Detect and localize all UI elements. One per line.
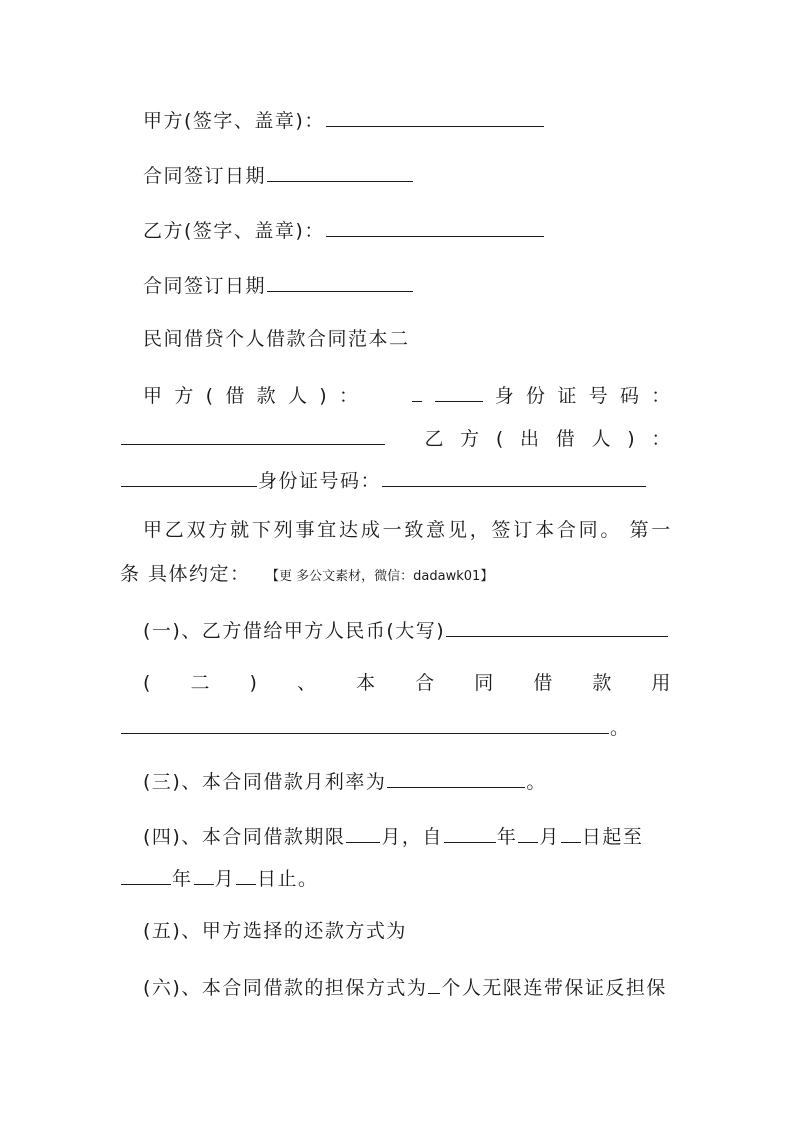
- item-2-char: 用: [651, 672, 672, 694]
- item-4-end: 日止。: [257, 868, 319, 890]
- party-a-id-blank[interactable]: [121, 424, 385, 445]
- item-3-line: [143, 767, 672, 795]
- item-2-end: 。: [610, 717, 631, 739]
- item-4-day-from: 日起至: [581, 826, 644, 848]
- item-2-purpose-line: [120, 713, 672, 741]
- intro-char: 订: [513, 519, 534, 541]
- item-6-line: [143, 973, 672, 1001]
- item-4-month3: 月: [214, 868, 236, 890]
- article-one-line: [120, 561, 672, 590]
- item-4-line: [143, 822, 672, 850]
- intro-char: 致: [404, 519, 425, 541]
- intro-char: 甲: [143, 519, 164, 541]
- party-a-char: 方: [174, 385, 195, 407]
- party-a-id-line: [143, 381, 672, 409]
- item-2-char: 同: [474, 672, 495, 694]
- party-a-char: 人: [287, 385, 309, 407]
- party-b-line: [120, 424, 672, 452]
- item-4-month2: 月: [539, 826, 560, 848]
- intro-char: 方: [208, 519, 229, 541]
- sign-date-line-1: [143, 161, 672, 189]
- intro-char: 。: [600, 519, 621, 541]
- intro-char: 事: [295, 519, 316, 541]
- promo-note: 【更 多公文素材，微信：dadawk01】: [272, 569, 494, 584]
- item-6-blank[interactable]: [428, 973, 440, 994]
- intro-char: 达: [339, 519, 360, 541]
- item-2-char: 款: [592, 672, 613, 694]
- item-4-start-day-blank[interactable]: [561, 822, 581, 843]
- item-2-char: ): [249, 672, 259, 694]
- party-a-name-blank[interactable]: [435, 381, 483, 402]
- item-6-value: 个人无限连带保证反担保: [441, 977, 667, 999]
- party-b-signature-line: [143, 216, 672, 244]
- item-2-purpose-blank[interactable]: [121, 713, 609, 734]
- id-char: 身: [494, 385, 516, 407]
- party-a-signature-line: [143, 106, 672, 134]
- party-b-char: ): [627, 428, 637, 450]
- party-a-name-blank-short[interactable]: [412, 381, 422, 402]
- item-2-char: 借: [533, 672, 554, 694]
- item-4-end-month-blank[interactable]: [194, 864, 214, 885]
- id-char: 证: [557, 385, 578, 407]
- party-b-id-label: 身份证号码：: [258, 470, 382, 492]
- id-char: ：: [651, 385, 672, 407]
- item-4-year: 年: [496, 826, 518, 848]
- intro-char: 本: [535, 519, 556, 541]
- item-4-months-blank[interactable]: [346, 822, 380, 843]
- item-4-end-line: [120, 864, 672, 892]
- item-4-month-from: 月，自: [381, 826, 443, 848]
- item-4-end-day-blank[interactable]: [236, 864, 256, 885]
- party-b-id-line: [120, 466, 672, 494]
- intro-char: 下: [251, 519, 273, 541]
- item-6-label: (六)、本合同借款的担保方式为: [143, 977, 428, 999]
- sign-date-blank-1[interactable]: [267, 161, 413, 182]
- party-b-id-blank[interactable]: [382, 466, 646, 487]
- id-char: 号: [588, 385, 610, 407]
- item-4-year2: 年: [172, 868, 193, 890]
- intro-char: 成: [360, 519, 382, 541]
- item-2-char: 、: [297, 672, 318, 694]
- item-1-label: (一)、乙方借给甲方人民币(大写): [143, 620, 446, 642]
- intro-char: 一: [382, 519, 404, 541]
- party-a-signature-blank[interactable]: [326, 106, 544, 127]
- item-2-char: (: [143, 672, 152, 694]
- template-title: [143, 326, 672, 352]
- party-b-char: 出: [520, 428, 541, 450]
- party-a-char: (: [205, 385, 215, 407]
- article-one-title: 条 具体约定：: [120, 563, 251, 585]
- sign-date-label-2: 合同签订日期: [143, 275, 267, 297]
- party-b-char: 乙: [424, 428, 445, 450]
- agreement-intro-line: [143, 517, 672, 543]
- item-1-line: [143, 616, 672, 644]
- item-2-char: 本: [356, 672, 377, 694]
- item-1-amount-blank[interactable]: [446, 616, 668, 637]
- party-b-char: 借: [555, 428, 577, 450]
- intro-char: 乙: [164, 519, 186, 541]
- sign-date-line-2: [143, 271, 672, 299]
- item-4-start-year-blank[interactable]: [444, 822, 496, 843]
- intro-char: 合: [556, 519, 578, 541]
- item-3-label: (三)、本合同借款月利率为: [143, 771, 387, 793]
- intro-char: 就: [230, 519, 251, 541]
- party-b-signature-label: 乙方(签字、盖章)：: [143, 220, 325, 242]
- party-a-char: 款: [256, 385, 278, 407]
- id-char: 码: [619, 385, 641, 407]
- intro-char: ，: [469, 519, 491, 541]
- intro-char: 列: [273, 519, 295, 541]
- party-b-signature-blank[interactable]: [326, 216, 544, 237]
- intro-char: 一: [651, 519, 672, 541]
- sign-date-blank-2[interactable]: [267, 271, 413, 292]
- party-a-char: ): [319, 385, 329, 407]
- item-4-prefix: (四)、本合同借款期限: [143, 826, 346, 848]
- intro-char: 第: [629, 519, 650, 541]
- item-5-line: [143, 918, 672, 944]
- item-3-end: 。: [526, 771, 547, 793]
- sign-date-label-1: 合同签订日期: [143, 165, 267, 187]
- intro-char: 宜: [317, 519, 338, 541]
- item-5-label: (五)、甲方选择的还款方式为: [143, 920, 407, 942]
- party-a-char: ：: [339, 385, 360, 407]
- party-a-char: 甲: [143, 385, 164, 407]
- id-char: 份: [526, 385, 547, 407]
- item-4-start-month-blank[interactable]: [518, 822, 538, 843]
- intro-char: 同: [578, 519, 600, 541]
- item-2-char: 合: [415, 672, 436, 694]
- item-2-line: [143, 670, 672, 696]
- item-4-end-year-blank[interactable]: [121, 864, 171, 885]
- intro-char: 双: [186, 519, 208, 541]
- item-2-char: 二: [190, 672, 211, 694]
- item-3-rate-blank[interactable]: [387, 767, 525, 788]
- party-b-char: 方: [460, 428, 481, 450]
- party-b-char: ：: [651, 428, 672, 450]
- template-title-text: 民间借贷个人借款合同范本二: [143, 328, 410, 350]
- party-b-char: (: [495, 428, 505, 450]
- intro-char: 意: [426, 519, 447, 541]
- intro-char: 见: [447, 519, 469, 541]
- party-a-signature-label: 甲方(签字、盖章)：: [143, 110, 325, 132]
- party-a-char: 借: [225, 385, 246, 407]
- party-b-name-blank[interactable]: [121, 466, 257, 487]
- intro-char: 签: [491, 519, 513, 541]
- party-b-char: 人: [591, 428, 613, 450]
